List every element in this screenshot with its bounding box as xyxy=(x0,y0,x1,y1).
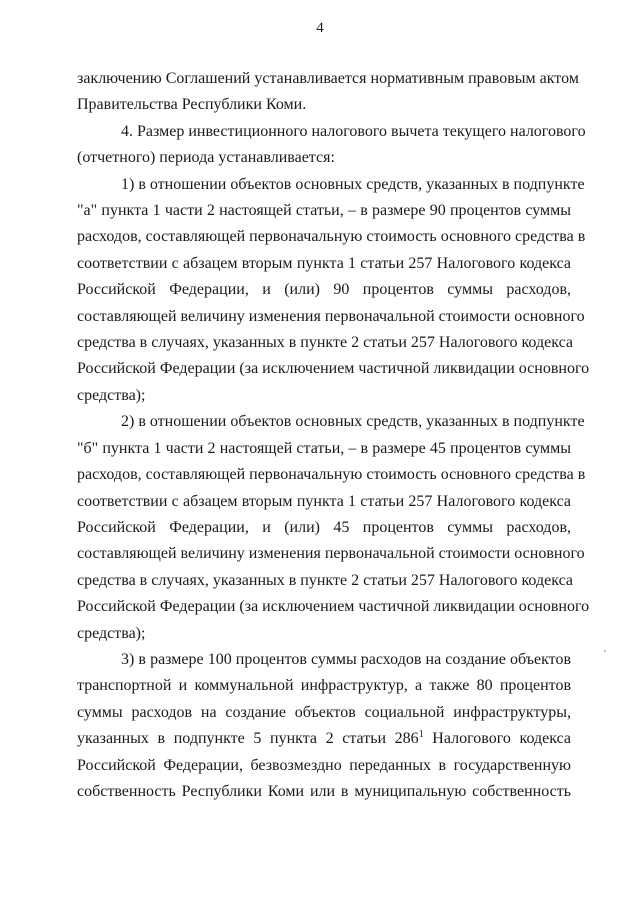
text-line: средства в случаях, указанных в пункте 2 статьи 257 Налогового кодекса xyxy=(77,571,573,589)
paragraph-subclause-3 xyxy=(77,647,571,805)
text-line: средства в случаях, указанных в пункте 2 статьи 257 Налогового кодекса xyxy=(77,334,573,352)
article-superscript: 1 xyxy=(418,729,424,741)
text-line: средства); xyxy=(77,624,146,642)
text-line: расходов, составляющей первоначальную стоимость основного средства в xyxy=(77,466,586,484)
text-line: Российской Федерации (за исключением частичной ликвидации основного xyxy=(77,360,590,378)
paragraph-intro-continuation xyxy=(77,66,579,119)
text-line: составляющей величину изменения первоначальной стоимости основного xyxy=(77,545,585,563)
text-line: соответствии с абзацем вторым пункта 1 статьи 257 Налогового кодекса xyxy=(77,492,571,510)
text-line: Российской Федерации (за исключением частичной ликвидации основного xyxy=(77,598,590,616)
text-line: Российской Федерации, и (или) 90 процентов суммы расходов, xyxy=(77,281,571,299)
text-line: собственность Республики Коми или в муниципальную собственность xyxy=(77,782,571,800)
text-line: соответствии с абзацем вторым пункта 1 статьи 257 Налогового кодекса xyxy=(77,254,571,272)
text-line: Правительства Республики Коми. xyxy=(77,96,307,114)
text-line: 4. Размер инвестиционного налогового вычета текущего налогового xyxy=(121,122,586,140)
text-segment: указанных в подпункте 5 пункта 2 статьи 286 xyxy=(77,730,419,748)
text-line: "б" пункта 1 части 2 настоящей статьи, – в размере 45 процентов суммы xyxy=(77,439,571,457)
text-line: Российской Федерации, и (или) 45 процентов суммы расходов, xyxy=(77,518,571,536)
scan-speck xyxy=(604,650,606,652)
text-line: суммы расходов на создание объектов социальной инфраструктуры, xyxy=(77,703,571,721)
paragraph-subclause-2 xyxy=(77,409,590,647)
paragraph-clause-4 xyxy=(77,119,586,172)
paragraph-subclause-1 xyxy=(77,172,590,410)
text-line: расходов, составляющей первоначальную стоимость основного средства в xyxy=(77,228,586,246)
text-line: 2) в отношении объектов основных средств, указанных в подпункте xyxy=(121,413,585,431)
text-segment: Налогового кодекса xyxy=(423,730,572,748)
text-line: 1) в отношении объектов основных средств, указанных в подпункте xyxy=(121,175,585,193)
text-line: составляющей величину изменения первоначальной стоимости основного xyxy=(77,307,585,325)
text-line: "а" пункта 1 части 2 настоящей статьи, – в размере 90 процентов суммы xyxy=(77,202,571,220)
document-body xyxy=(77,66,590,805)
text-line-with-superscript xyxy=(77,726,571,752)
text-line: заключению Соглашений устанавливается нормативным правовым актом xyxy=(77,70,579,87)
text-line: транспортной и коммунальной инфраструктур, а также 80 процентов xyxy=(77,677,571,695)
text-line: 3) в размере 100 процентов суммы расходов на создание объектов xyxy=(121,650,571,668)
text-line: (отчетного) периода устанавливается: xyxy=(77,149,335,167)
text-line: средства); xyxy=(77,386,146,404)
page-number: 4 xyxy=(316,20,324,36)
text-line: Российской Федерации, безвозмездно переданных в государственную xyxy=(77,756,571,774)
